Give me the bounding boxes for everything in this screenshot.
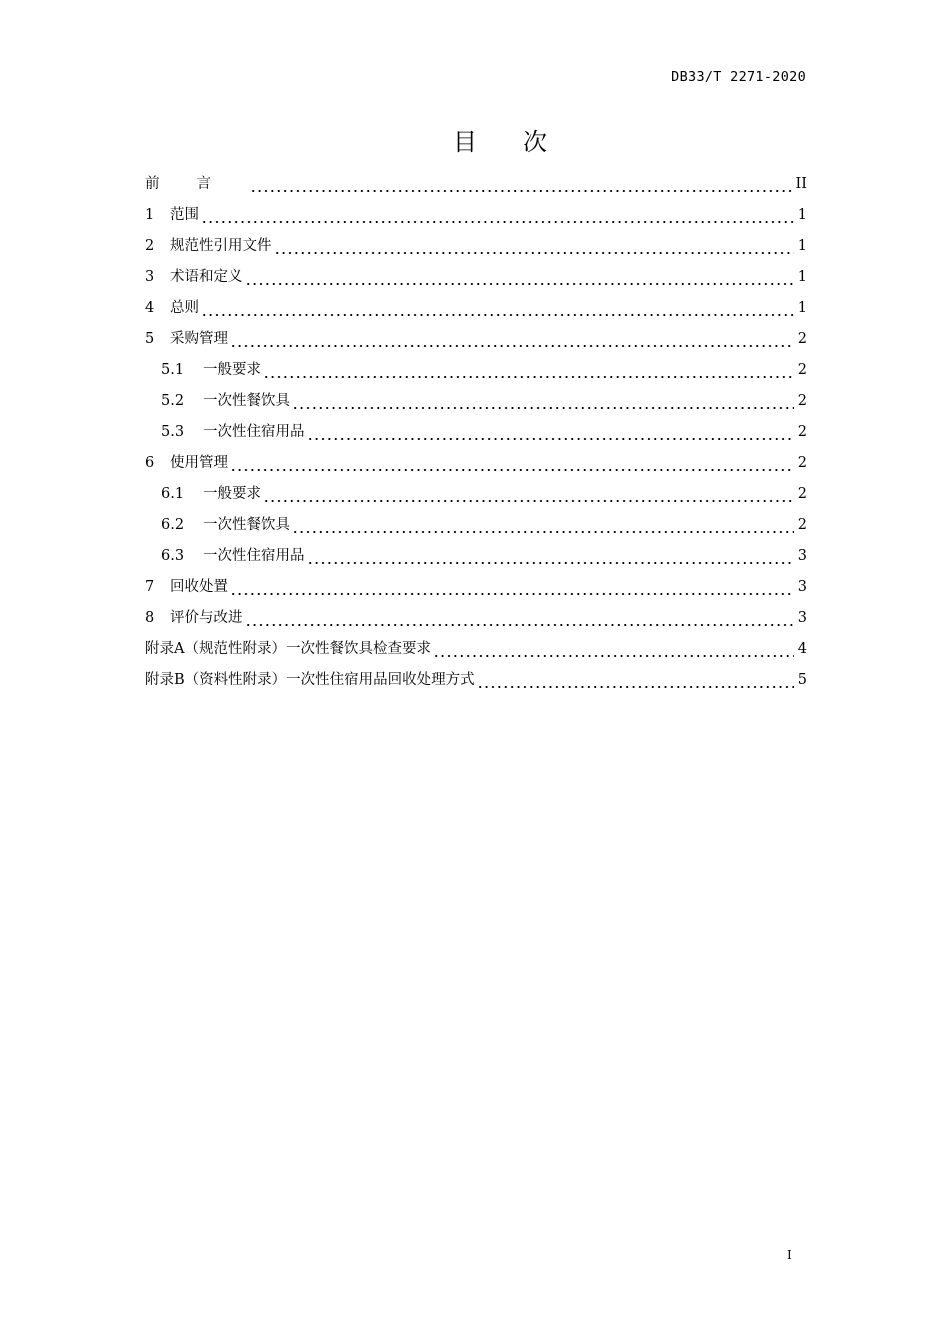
toc-entry-number: 3 <box>145 269 155 285</box>
toc-entry[interactable] <box>145 231 807 262</box>
toc-entry-number: 1 <box>145 207 155 223</box>
toc-entry[interactable] <box>145 448 807 479</box>
toc-entry-title: 一般要求 <box>203 362 261 378</box>
toc-entry[interactable] <box>145 603 807 634</box>
toc-entry-title: 评价与改进 <box>170 610 243 626</box>
toc-entry-title: 附录A（规范性附录）一次性餐饮具检查要求 <box>145 641 431 657</box>
toc-entry-page: 3 <box>797 610 807 626</box>
toc-entry-title: 前言 <box>145 176 248 192</box>
toc-entry-title: 使用管理 <box>170 455 228 471</box>
toc-dot-leader <box>263 355 794 386</box>
toc-dot-leader <box>230 572 794 603</box>
toc-entry-title: 一次性住宿用品 <box>203 424 305 440</box>
toc-dot-leader <box>477 665 794 696</box>
toc-entry-page: 1 <box>797 238 807 254</box>
toc-entry-title: 一次性住宿用品 <box>203 548 305 564</box>
toc-dot-leader <box>230 324 794 355</box>
toc-dot-leader <box>245 603 794 634</box>
toc-entry-title: 一次性餐饮具 <box>203 393 290 409</box>
toc-entry-title: 规范性引用文件 <box>170 238 272 254</box>
toc-entry-number: 2 <box>145 238 155 254</box>
toc-entry[interactable] <box>145 510 807 541</box>
toc-entry-title: 总则 <box>170 300 199 316</box>
toc-dot-leader <box>245 262 794 293</box>
toc-dot-leader <box>433 634 794 665</box>
toc-dot-leader <box>274 231 794 262</box>
toc-entry-page: 2 <box>797 362 807 378</box>
toc-entry-page: 3 <box>797 548 807 564</box>
toc-entry[interactable] <box>145 572 807 603</box>
toc-entry-page: II <box>795 176 807 192</box>
toc-entry-page: 2 <box>797 517 807 533</box>
toc-entry-number: 5.3 <box>161 424 185 440</box>
toc-entry-page: 1 <box>797 207 807 223</box>
toc-entry[interactable] <box>145 355 807 386</box>
toc-dot-leader <box>307 417 794 448</box>
page-number: I <box>787 1248 792 1262</box>
toc-dot-leader <box>250 169 792 200</box>
toc-entry-page: 3 <box>797 579 807 595</box>
document-code: DB33/T 2271-2020 <box>671 69 806 85</box>
toc-entry-number: 5 <box>145 331 155 347</box>
toc-entry[interactable] <box>145 386 807 417</box>
toc-entry-number: 6 <box>145 455 155 471</box>
toc-dot-leader <box>230 448 794 479</box>
toc-entry-title: 一般要求 <box>203 486 261 502</box>
toc-entry-number: 7 <box>145 579 155 595</box>
toc-entry-number: 6.1 <box>161 486 185 502</box>
toc-entry-page: 2 <box>797 331 807 347</box>
toc-entry[interactable] <box>145 262 807 293</box>
toc-entry[interactable] <box>145 665 807 696</box>
toc-dot-leader <box>201 293 794 324</box>
toc-dot-leader <box>292 510 794 541</box>
toc-entry-page: 2 <box>797 486 807 502</box>
toc-entry-title: 范围 <box>170 207 199 223</box>
toc-dot-leader <box>201 200 794 231</box>
toc-entry-page: 5 <box>797 672 807 688</box>
toc-entry-number: 8 <box>145 610 155 626</box>
toc-entry-page: 2 <box>797 455 807 471</box>
toc-entry-number: 4 <box>145 300 155 316</box>
toc-entry-title: 术语和定义 <box>170 269 243 285</box>
toc-entry-page: 4 <box>797 641 807 657</box>
toc-entry[interactable] <box>145 541 807 572</box>
toc-entry-page: 1 <box>797 269 807 285</box>
toc-entry-number: 5.1 <box>161 362 185 378</box>
toc-dot-leader <box>263 479 794 510</box>
toc-entry[interactable] <box>145 479 807 510</box>
toc-entry-page: 2 <box>797 424 807 440</box>
toc-entry[interactable] <box>145 169 807 200</box>
toc-entry[interactable] <box>145 324 807 355</box>
toc-entry[interactable] <box>145 417 807 448</box>
toc-entry-number: 6.3 <box>161 548 185 564</box>
toc-entry-number: 5.2 <box>161 393 185 409</box>
toc-dot-leader <box>292 386 794 417</box>
toc-entry-title: 附录B（资料性附录）一次性住宿用品回收处理方式 <box>145 672 475 688</box>
toc-entry[interactable] <box>145 293 807 324</box>
toc-entry-title: 采购管理 <box>170 331 228 347</box>
toc-entry[interactable] <box>145 200 807 231</box>
table-of-contents <box>145 169 807 696</box>
toc-entry-page: 1 <box>797 300 807 316</box>
toc-entry-page: 2 <box>797 393 807 409</box>
toc-entry-title: 一次性餐饮具 <box>203 517 290 533</box>
toc-entry-number: 6.2 <box>161 517 185 533</box>
toc-entry-title: 回收处置 <box>170 579 228 595</box>
toc-entry[interactable] <box>145 634 807 665</box>
toc-dot-leader <box>307 541 794 572</box>
toc-title: 目次 <box>453 128 593 156</box>
